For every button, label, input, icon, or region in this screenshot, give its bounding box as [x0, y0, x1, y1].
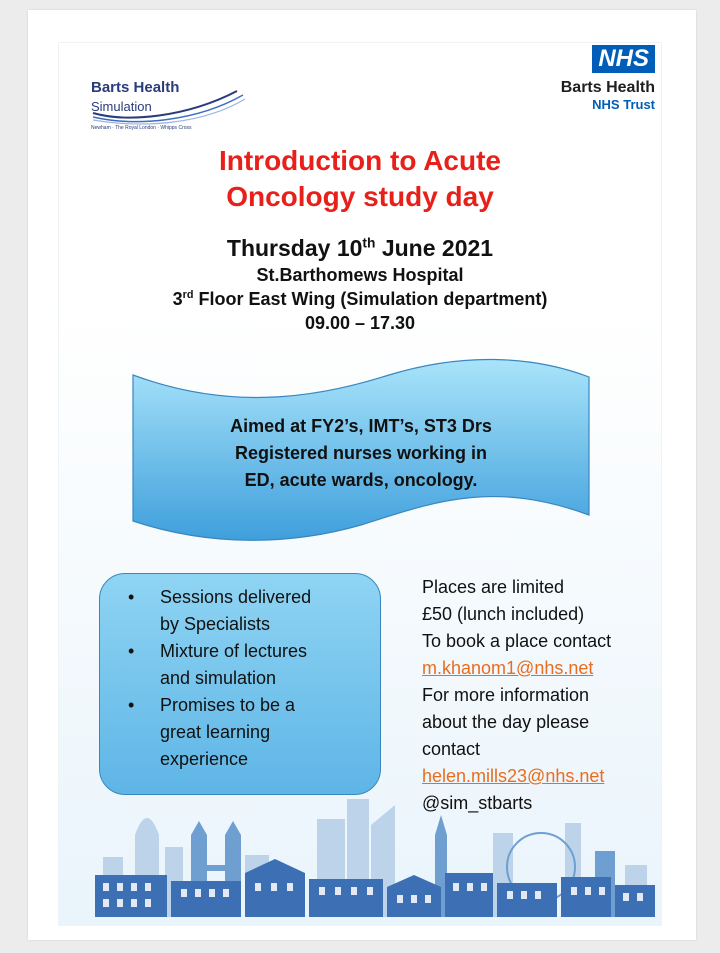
info-more: For more information	[422, 685, 590, 705]
title-line-2: Oncology study day	[226, 181, 494, 212]
email-link-info[interactable]: helen.mills23@nhs.net	[422, 766, 605, 786]
swoosh-icon	[87, 89, 247, 129]
nhs-org-name: Barts Health	[560, 79, 655, 96]
document-page	[28, 10, 696, 940]
bullet-icon: •	[128, 641, 135, 661]
features-box	[99, 573, 381, 795]
feature-text: experience	[160, 749, 249, 769]
bullet-icon: •	[128, 695, 135, 715]
banner-line-2: Registered nurses working in	[234, 443, 488, 463]
event-venue: St.Barthomews Hospital	[256, 265, 464, 285]
date-pre: Thursday 10	[226, 235, 363, 261]
feature-item	[128, 638, 370, 692]
floor-sup: rd	[182, 289, 194, 301]
event-date	[59, 233, 661, 263]
feature-text: by Specialists	[160, 614, 271, 634]
sim-logo-name: Barts Health	[91, 79, 180, 96]
booking-info	[422, 574, 652, 817]
sim-logo-sub: Simulation	[91, 99, 152, 114]
email-link-booking[interactable]: m.khanom1@nhs.net	[422, 658, 594, 678]
date-post: June 2021	[375, 235, 494, 261]
info-price: £50 (lunch included)	[422, 604, 585, 624]
nhs-trust-label: NHS Trust	[592, 97, 655, 112]
audience-banner	[131, 353, 591, 543]
title-line-1: Introduction to Acute	[218, 145, 502, 176]
flyer	[58, 42, 662, 926]
feature-text: and simulation	[160, 668, 277, 688]
event-time: 09.00 – 17.30	[304, 313, 416, 333]
banner-text	[131, 413, 591, 494]
event-details	[59, 233, 661, 335]
floor-pre: 3	[172, 289, 183, 309]
feature-text: Promises to be a	[160, 695, 296, 715]
info-contact: contact	[422, 739, 481, 759]
sim-logo-tagline: Newham · The Royal London · Whipps Cross	[91, 125, 192, 131]
feature-text: Mixture of lectures	[160, 641, 308, 661]
info-about: about the day please	[422, 712, 590, 732]
feature-text: great learning	[160, 722, 271, 742]
feature-item	[128, 584, 370, 638]
barts-simulation-logo	[87, 77, 247, 137]
london-skyline-illustration	[95, 795, 655, 925]
date-sup: th	[362, 235, 376, 251]
event-floor	[59, 287, 661, 311]
feature-text: Sessions delivered	[160, 587, 312, 607]
nhs-badge: NHS	[592, 45, 655, 73]
info-book: To book a place contact	[422, 631, 612, 651]
bullet-icon: •	[128, 587, 135, 607]
social-handle: @sim_stbarts	[422, 793, 533, 813]
features-list	[100, 574, 380, 773]
feature-item	[128, 692, 370, 773]
banner-line-3: ED, acute wards, oncology.	[244, 470, 478, 490]
event-title	[59, 143, 661, 215]
banner-line-1: Aimed at FY2’s, IMT’s, ST3 Drs	[230, 416, 492, 436]
floor-post: Floor East Wing (Simulation department)	[193, 289, 548, 309]
info-places: Places are limited	[422, 577, 565, 597]
nhs-logo	[537, 45, 657, 125]
